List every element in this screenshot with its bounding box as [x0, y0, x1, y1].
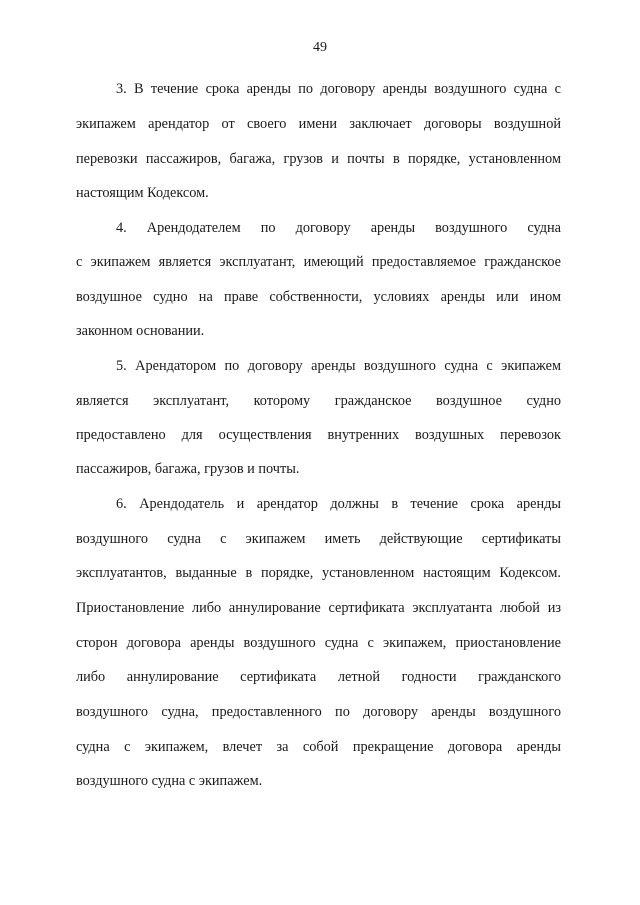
paragraph-6-line-3: эксплуатантов, выданные в порядке, установленном настоящим Кодексом. [76, 565, 561, 581]
paragraph-6-line-7: воздушного судна, предоставленного по договору аренды воздушного [76, 704, 561, 720]
paragraph-6-line-9: воздушного судна с экипажем. [76, 773, 263, 789]
paragraph-5-line-2: является эксплуатант, которому гражданское воздушное судно [76, 393, 561, 409]
page-number: 49 [313, 40, 327, 55]
paragraph-3-line-2: экипажем арендатор от своего имени заключает договоры воздушной [76, 116, 561, 132]
paragraph-3-line-1: 3. В течение срока аренды по договору аренды воздушного судна с [116, 81, 561, 97]
paragraph-6-line-5: сторон договора аренды воздушного судна с экипажем, приостановление [76, 635, 561, 651]
paragraph-6-line-1: 6. Арендодатель и арендатор должны в течение срока аренды [116, 496, 561, 512]
paragraph-4-line-3: воздушное судно на праве собственности, условиях аренды или ином [76, 289, 561, 305]
paragraph-4-line-2: с экипажем является эксплуатант, имеющий предоставляемое гражданское [76, 254, 561, 270]
paragraph-5-line-1: 5. Арендатором по договору аренды воздушного судна с экипажем [116, 358, 561, 374]
paragraph-5-line-3: предоставлено для осуществления внутренних воздушных перевозок [76, 427, 561, 443]
paragraph-5-line-4: пассажиров, багажа, грузов и почты. [76, 461, 300, 477]
paragraph-4-line-4: законном основании. [76, 323, 205, 339]
paragraph-6-line-4: Приостановление либо аннулирование сертификата эксплуатанта любой из [76, 600, 561, 616]
paragraph-6-line-8: судна с экипажем, влечет за собой прекращение договора аренды [76, 739, 561, 755]
paragraph-3-line-4: настоящим Кодексом. [76, 185, 209, 201]
paragraph-4-line-1: 4. Арендодателем по договору аренды воздушного судна [116, 220, 561, 236]
paragraph-3-line-3: перевозки пассажиров, багажа, грузов и почты в порядке, установленном [76, 151, 561, 167]
paragraph-6-line-2: воздушного судна с экипажем иметь действующие сертификаты [76, 531, 561, 547]
paragraph-6-line-6: либо аннулирование сертификата летной годности гражданского [76, 669, 561, 685]
